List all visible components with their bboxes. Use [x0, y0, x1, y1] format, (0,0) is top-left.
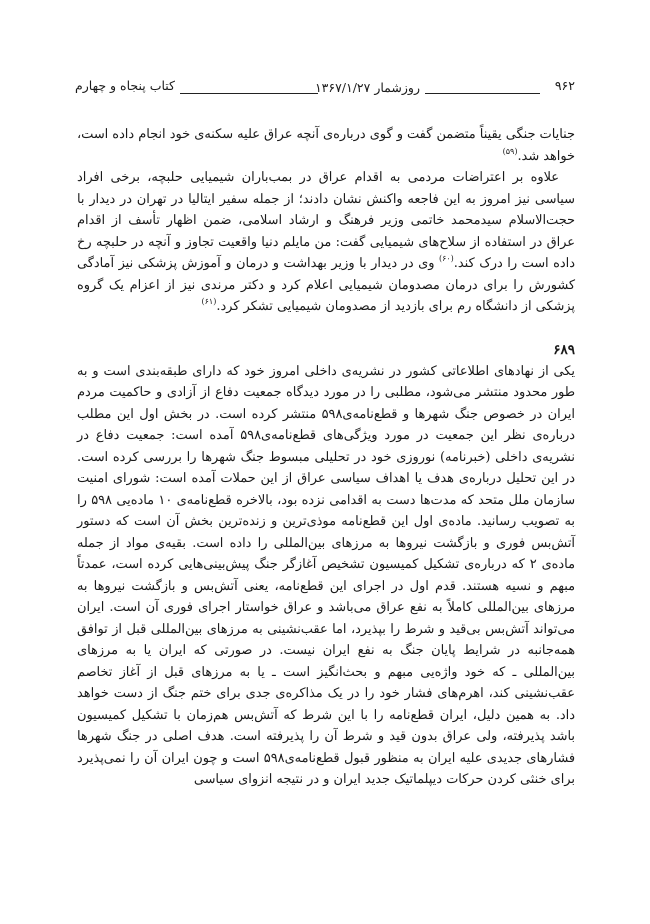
header-rule-left	[180, 93, 318, 94]
section-gap	[77, 318, 575, 339]
book-title: کتاب پنجاه و چهارم	[75, 78, 176, 93]
footnote-ref-61: (۶۱)	[201, 297, 217, 306]
page-body	[77, 124, 575, 791]
section-number: ۶۸۹	[553, 341, 575, 358]
paragraph-1	[77, 124, 575, 167]
footnote-ref-60: (۶۰)	[438, 254, 454, 263]
header-date: روزشمار ۱۳۶۷/۱/۲۷	[314, 80, 420, 95]
footnote-ref-59: (۵۹)	[502, 146, 518, 156]
running-header	[75, 78, 575, 100]
section-paragraph: یکی از نهادهای اطلاعاتی کشور در نشریه‌ی داخلی امروز خود که دارای طبقه‌بندی است و به طور محدود منتشر می‌شود، مطلبی را در مورد دیدگاه جمعیت دفاع از آزادی و حاکمیت مردم ایران در خصوص جنگ شهرها و قطع‌نامه‌ی۵۹۸ منتشر کرده است. در بخش اول این مطلب درباره‌ی نظر این جمعیت در مورد ویژگی‌های قطع‌نامه‌ی۵۹۸ آمده است: جمعیت دفاع در نشریه‌ی داخلی (خبرنامه) نوروزی خود در تحلیلی مبسوط جنگ شهرها را بررسی کرده است. در این تحلیل درباره‌ی هدف یا اهداف سیاسی عراق از این حملات آمده است: شورای امنیت سازمان ملل متحد که مدت‌ها دست به اقدامی نزده بود، بالاخره قطع‌نامه‌ی ۱۰ ماده‌یی ۵۹۸ را به تصویب رسانید. ماده‌ی اول این قطع‌نامه موذی‌ترین و زنده‌ترین بخش آن است که دستور آتش‌بس فوری و بازگشت نیروها به مرزهای بین‌المللی را داده است. بقیه‌ی مواد از جمله ماده‌ی ۲ که درباره‌ی تشکیل کمیسیون تشخیص آغازگر جنگ پیش‌بینی‌هایی کرده است، عمدتاً مبهم و نسیه هستند. قدم اول در اجرای این قطع‌نامه، یعنی آتش‌بس و بازگشت نیروها به مرزهای بین‌المللی کاملاً به نفع عراق می‌باشد و عراق خواستار اجرای فوری آن است. ایران می‌تواند آتش‌بس بی‌قید و شرط را بپذیرد، اما عقب‌نشینی به مرزهای بین‌المللی قبل از توافق همه‌جانبه در شرایط پایان جنگ به نفع ایران نیست. در صورتی که ایران یا به مرزهای بین‌المللی ـ که خود واژه‌یی مبهم و بحث‌انگیز است ـ یا به مرزهای قبل از آغاز تخاصم عقب‌نشینی کند، اهرم‌های فشار خود را در یک مذاکره‌ی جدی برای ختم جنگ از دست خواهد داد. به همین دلیل، ایران قطع‌نامه را با این شرط که آتش‌بس هم‌زمان با تشکیل کمیسیون باشد پذیرفته، ولی عراق بدون قید و شرط آن را پذیرفته است. هدف اصلی در جنگ شهرها فشارهای جدیدی علیه ایران به منظور قبول قطع‌نامه‌ی۵۹۸ است و چون ایران آن را نمی‌پذیرد برای خنثی کردن حرکات دیپلماتیک جدید ایران و در نتیجه انزوای سیاسی	[77, 363, 576, 787]
header-rule-right	[425, 93, 540, 94]
paragraph-2-text-a: علاوه بر اعتراضات مردمی به اقدام عراق در بمب‌باران شیمیایی حلبچه، برخی افراد سیاسی نیز امروز به این فاجعه واکنش نشان دادند؛ از جمله سفیر ایتالیا در تهران در دیدار با حجت‌الاسلام سیدمحمد خاتمی وزیر فرهنگ و ارشاد اسلامی، ضمن اظهار تأسف از اقدام عراق در استفاده از سلاح‌های شیمیایی گفت: من مایلم دنیا واقعیت تجاوز و آنچه در حلبچه رخ داده است را درک کند.	[77, 170, 575, 271]
paragraph-2-text-b: وی در دیدار با وزیر بهداشت و درمان و آموزش پزشکی نیز آمادگی کشورش را برای درمان مصدومان شیمیایی اعلام کرد و دکتر مرندی نیز از اعزام یک گروه پزشکی از دانشگاه رم برای بازدید از مصدومان شیمیایی تشکر کرد.	[77, 256, 575, 314]
paragraph-1-text: جنایات جنگی یقیناً متضمن گفت و گوی درباره‌ی آنچه عراق علیه سکنه‌ی خود انجام داده است، خواهد شد.	[77, 127, 575, 164]
page-number: ۹۶۲	[554, 78, 575, 93]
paragraph-2	[77, 167, 575, 318]
